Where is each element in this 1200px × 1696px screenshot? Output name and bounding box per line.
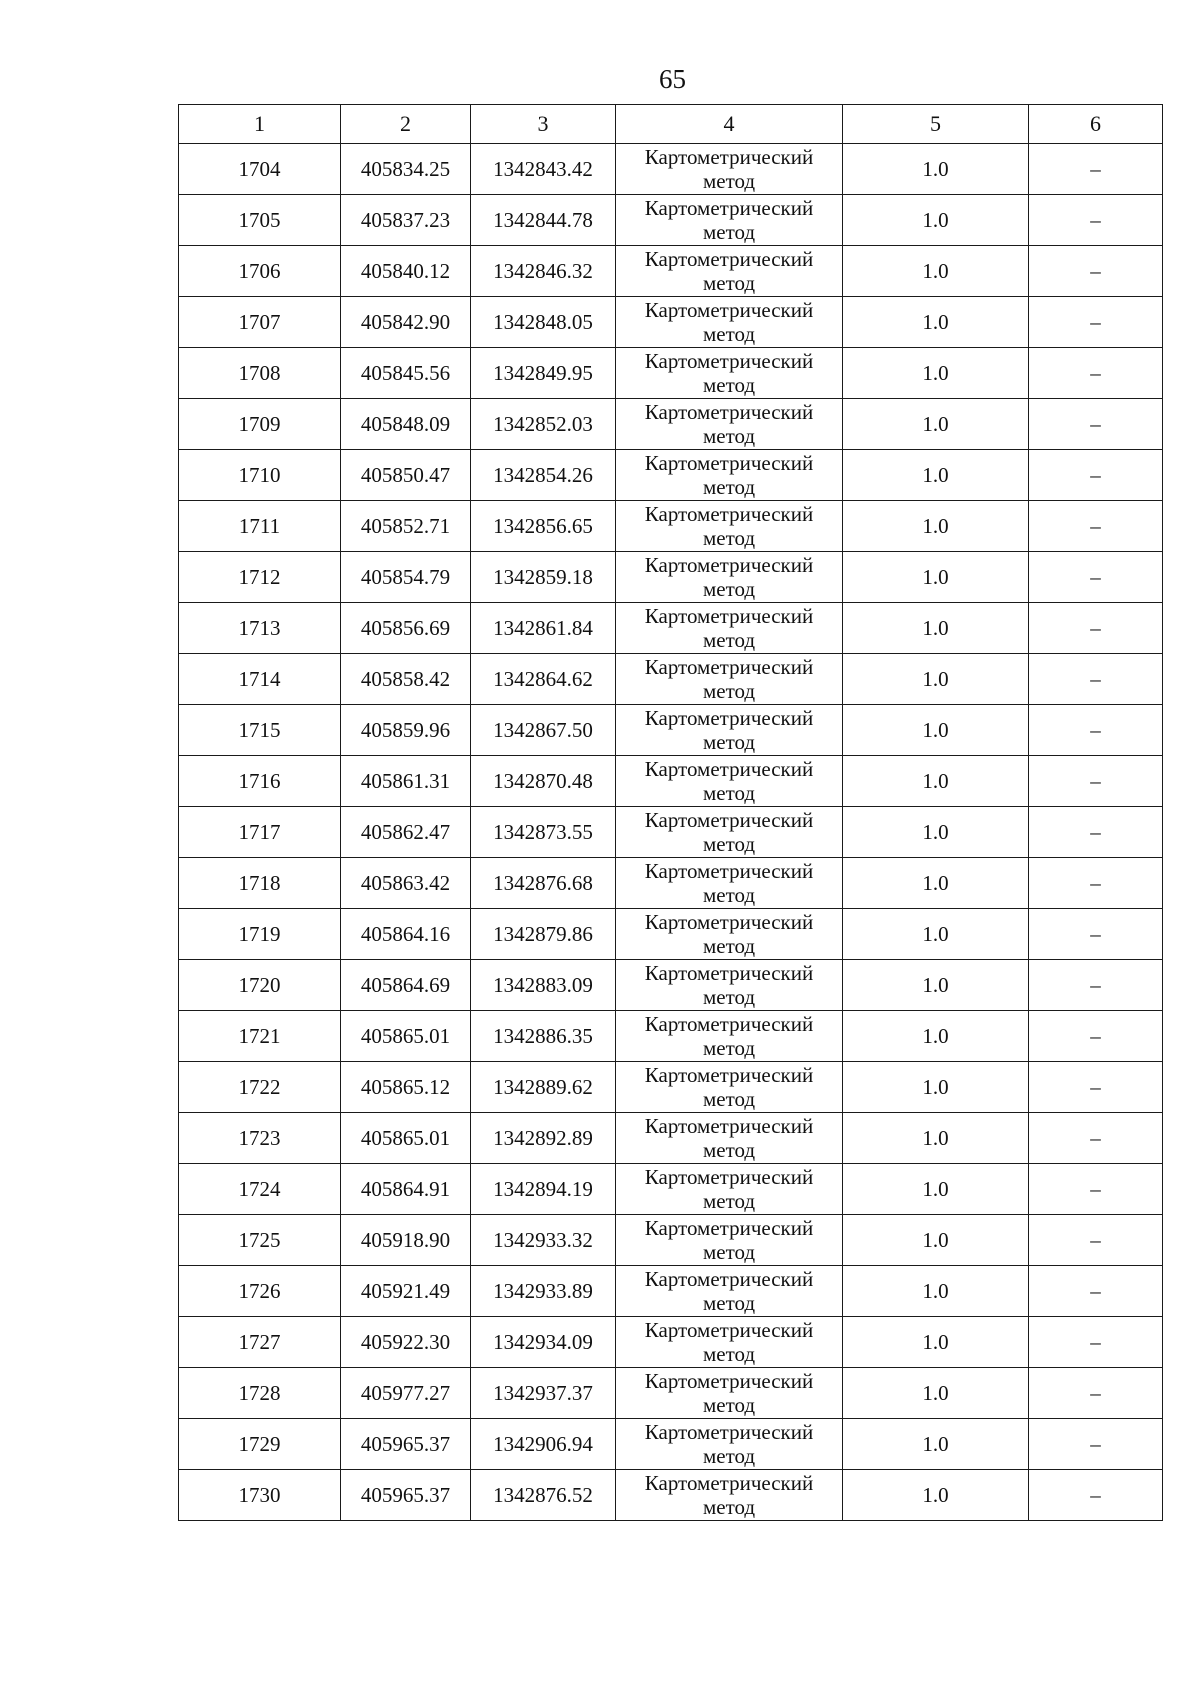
method-line-1: Картометрический [644, 757, 814, 781]
column-header-4: 4 [616, 105, 843, 144]
method-line-1: Картометрический [644, 1165, 814, 1189]
accuracy-cell: 1.0 [843, 1113, 1029, 1164]
coordinate-x-cell: 405922.30 [341, 1317, 471, 1368]
table-header-row [179, 105, 1163, 144]
coordinate-x-cell: 405862.47 [341, 807, 471, 858]
table-row [179, 144, 1163, 195]
accuracy-cell: 1.0 [843, 960, 1029, 1011]
coordinate-x-cell: 405977.27 [341, 1368, 471, 1419]
method-line-2: метод [702, 1444, 756, 1468]
note-cell: – [1029, 450, 1163, 501]
method-line-1: Картометрический [644, 1369, 814, 1393]
method-line-1: Картометрический [644, 961, 814, 985]
coordinate-y-cell: 1342864.62 [471, 654, 616, 705]
table-row [179, 705, 1163, 756]
coordinate-y-cell: 1342876.52 [471, 1470, 616, 1521]
method-line-1: Картометрический [644, 400, 814, 424]
method-line-2: метод [702, 271, 756, 295]
note-cell: – [1029, 552, 1163, 603]
accuracy-cell: 1.0 [843, 195, 1029, 246]
point-number-cell: 1726 [179, 1266, 341, 1317]
accuracy-cell: 1.0 [843, 1368, 1029, 1419]
method-cell [616, 1113, 843, 1164]
method-line-2: метод [702, 169, 756, 193]
coordinate-y-cell: 1342856.65 [471, 501, 616, 552]
table-row [179, 348, 1163, 399]
coordinate-y-cell: 1342886.35 [471, 1011, 616, 1062]
note-cell: – [1029, 399, 1163, 450]
coordinate-x-cell: 405845.56 [341, 348, 471, 399]
method-line-1: Картометрический [644, 451, 814, 475]
table-row [179, 1317, 1163, 1368]
method-cell [616, 246, 843, 297]
note-cell: – [1029, 348, 1163, 399]
point-number-cell: 1727 [179, 1317, 341, 1368]
method-line-2: метод [702, 1291, 756, 1315]
method-line-2: метод [702, 1138, 756, 1162]
note-cell: – [1029, 501, 1163, 552]
accuracy-cell: 1.0 [843, 144, 1029, 195]
point-number-cell: 1704 [179, 144, 341, 195]
table-row [179, 450, 1163, 501]
method-cell [616, 297, 843, 348]
accuracy-cell: 1.0 [843, 399, 1029, 450]
table-body [179, 144, 1163, 1521]
coordinate-x-cell: 405850.47 [341, 450, 471, 501]
coordinate-y-cell: 1342889.62 [471, 1062, 616, 1113]
table-row [179, 501, 1163, 552]
coordinate-x-cell: 405854.79 [341, 552, 471, 603]
method-line-2: метод [702, 220, 756, 244]
accuracy-cell: 1.0 [843, 348, 1029, 399]
table-row [179, 297, 1163, 348]
method-line-2: метод [702, 1393, 756, 1417]
method-line-2: метод [702, 1189, 756, 1213]
table-row [179, 1113, 1163, 1164]
accuracy-cell: 1.0 [843, 1011, 1029, 1062]
point-number-cell: 1728 [179, 1368, 341, 1419]
method-line-2: метод [702, 475, 756, 499]
method-cell [616, 858, 843, 909]
table-row [179, 1062, 1163, 1113]
point-number-cell: 1712 [179, 552, 341, 603]
method-line-2: метод [702, 1240, 756, 1264]
method-line-1: Картометрический [644, 1267, 814, 1291]
method-line-1: Картометрический [644, 604, 814, 628]
method-cell [616, 1266, 843, 1317]
note-cell: – [1029, 195, 1163, 246]
table-row [179, 399, 1163, 450]
method-cell [616, 1215, 843, 1266]
column-header-1: 1 [179, 105, 341, 144]
method-cell [616, 1164, 843, 1215]
table-row [179, 654, 1163, 705]
table-row [179, 1215, 1163, 1266]
method-cell [616, 348, 843, 399]
method-line-1: Картометрический [644, 349, 814, 373]
coordinate-y-cell: 1342854.26 [471, 450, 616, 501]
accuracy-cell: 1.0 [843, 807, 1029, 858]
coordinate-y-cell: 1342933.32 [471, 1215, 616, 1266]
coordinate-x-cell: 405842.90 [341, 297, 471, 348]
coordinate-x-cell: 405863.42 [341, 858, 471, 909]
note-cell: – [1029, 1062, 1163, 1113]
table-row [179, 960, 1163, 1011]
method-line-1: Картометрический [644, 1216, 814, 1240]
point-number-cell: 1717 [179, 807, 341, 858]
coordinate-y-cell: 1342883.09 [471, 960, 616, 1011]
point-number-cell: 1725 [179, 1215, 341, 1266]
method-line-2: метод [702, 985, 756, 1009]
point-number-cell: 1716 [179, 756, 341, 807]
note-cell: – [1029, 1368, 1163, 1419]
note-cell: – [1029, 603, 1163, 654]
method-cell [616, 909, 843, 960]
coordinate-y-cell: 1342906.94 [471, 1419, 616, 1470]
method-cell [616, 552, 843, 603]
coordinate-y-cell: 1342873.55 [471, 807, 616, 858]
method-line-1: Картометрический [644, 502, 814, 526]
method-line-1: Картометрический [644, 145, 814, 169]
accuracy-cell: 1.0 [843, 756, 1029, 807]
method-line-2: метод [702, 526, 756, 550]
method-cell [616, 1368, 843, 1419]
method-cell [616, 807, 843, 858]
column-header-6: 6 [1029, 105, 1163, 144]
note-cell: – [1029, 909, 1163, 960]
coordinate-x-cell: 405865.01 [341, 1011, 471, 1062]
accuracy-cell: 1.0 [843, 705, 1029, 756]
note-cell: – [1029, 1470, 1163, 1521]
method-line-1: Картометрический [644, 1114, 814, 1138]
point-number-cell: 1715 [179, 705, 341, 756]
method-line-2: метод [702, 832, 756, 856]
coordinates-table [178, 104, 1163, 1521]
point-number-cell: 1720 [179, 960, 341, 1011]
method-cell [616, 399, 843, 450]
column-header-5: 5 [843, 105, 1029, 144]
coordinate-x-cell: 405859.96 [341, 705, 471, 756]
method-line-2: метод [702, 373, 756, 397]
accuracy-cell: 1.0 [843, 909, 1029, 960]
method-cell [616, 144, 843, 195]
method-line-1: Картометрический [644, 1012, 814, 1036]
column-header-3: 3 [471, 105, 616, 144]
method-cell [616, 1062, 843, 1113]
point-number-cell: 1721 [179, 1011, 341, 1062]
note-cell: – [1029, 1011, 1163, 1062]
method-line-2: метод [702, 628, 756, 652]
method-cell [616, 501, 843, 552]
note-cell: – [1029, 1113, 1163, 1164]
table-row [179, 1164, 1163, 1215]
table-row [179, 246, 1163, 297]
coordinate-x-cell: 405861.31 [341, 756, 471, 807]
table-row [179, 807, 1163, 858]
note-cell: – [1029, 1419, 1163, 1470]
accuracy-cell: 1.0 [843, 450, 1029, 501]
note-cell: – [1029, 1215, 1163, 1266]
method-line-1: Картометрический [644, 1420, 814, 1444]
method-line-2: метод [702, 1342, 756, 1366]
point-number-cell: 1724 [179, 1164, 341, 1215]
method-line-2: метод [702, 322, 756, 346]
point-number-cell: 1730 [179, 1470, 341, 1521]
method-line-2: метод [702, 781, 756, 805]
coordinate-y-cell: 1342844.78 [471, 195, 616, 246]
table-row [179, 1419, 1163, 1470]
note-cell: – [1029, 246, 1163, 297]
method-line-1: Картометрический [644, 1471, 814, 1495]
coordinate-y-cell: 1342870.48 [471, 756, 616, 807]
accuracy-cell: 1.0 [843, 297, 1029, 348]
table-row [179, 756, 1163, 807]
coordinate-x-cell: 405837.23 [341, 195, 471, 246]
coordinate-y-cell: 1342861.84 [471, 603, 616, 654]
method-line-2: метод [702, 883, 756, 907]
accuracy-cell: 1.0 [843, 858, 1029, 909]
note-cell: – [1029, 1164, 1163, 1215]
table-row [179, 1368, 1163, 1419]
method-line-2: метод [702, 1036, 756, 1060]
coordinate-y-cell: 1342894.19 [471, 1164, 616, 1215]
accuracy-cell: 1.0 [843, 552, 1029, 603]
method-line-2: метод [702, 1087, 756, 1111]
accuracy-cell: 1.0 [843, 1215, 1029, 1266]
point-number-cell: 1710 [179, 450, 341, 501]
coordinate-y-cell: 1342852.03 [471, 399, 616, 450]
method-line-1: Картометрический [644, 655, 814, 679]
method-line-1: Картометрический [644, 553, 814, 577]
method-line-1: Картометрический [644, 859, 814, 883]
method-line-2: метод [702, 424, 756, 448]
accuracy-cell: 1.0 [843, 1266, 1029, 1317]
point-number-cell: 1729 [179, 1419, 341, 1470]
table-row [179, 909, 1163, 960]
point-number-cell: 1707 [179, 297, 341, 348]
method-line-2: метод [702, 679, 756, 703]
note-cell: – [1029, 960, 1163, 1011]
method-cell [616, 960, 843, 1011]
coordinate-x-cell: 405965.37 [341, 1470, 471, 1521]
method-cell [616, 756, 843, 807]
point-number-cell: 1714 [179, 654, 341, 705]
coordinate-x-cell: 405864.91 [341, 1164, 471, 1215]
point-number-cell: 1711 [179, 501, 341, 552]
method-line-1: Картометрический [644, 247, 814, 271]
method-line-1: Картометрический [644, 910, 814, 934]
note-cell: – [1029, 1266, 1163, 1317]
point-number-cell: 1709 [179, 399, 341, 450]
method-cell [616, 450, 843, 501]
table-row [179, 1011, 1163, 1062]
coordinate-y-cell: 1342867.50 [471, 705, 616, 756]
method-line-1: Картометрический [644, 1318, 814, 1342]
point-number-cell: 1708 [179, 348, 341, 399]
table-row [179, 1266, 1163, 1317]
note-cell: – [1029, 654, 1163, 705]
coordinate-x-cell: 405921.49 [341, 1266, 471, 1317]
method-cell [616, 654, 843, 705]
coordinate-y-cell: 1342937.37 [471, 1368, 616, 1419]
note-cell: – [1029, 1317, 1163, 1368]
coordinate-x-cell: 405864.16 [341, 909, 471, 960]
method-cell [616, 1419, 843, 1470]
method-line-1: Картометрический [644, 808, 814, 832]
coordinate-x-cell: 405864.69 [341, 960, 471, 1011]
note-cell: – [1029, 144, 1163, 195]
method-line-1: Картометрический [644, 1063, 814, 1087]
note-cell: – [1029, 297, 1163, 348]
accuracy-cell: 1.0 [843, 501, 1029, 552]
note-cell: – [1029, 705, 1163, 756]
coordinate-y-cell: 1342859.18 [471, 552, 616, 603]
method-cell [616, 1317, 843, 1368]
point-number-cell: 1718 [179, 858, 341, 909]
coordinate-y-cell: 1342933.89 [471, 1266, 616, 1317]
coordinate-x-cell: 405848.09 [341, 399, 471, 450]
method-line-2: метод [702, 1495, 756, 1519]
coordinate-x-cell: 405965.37 [341, 1419, 471, 1470]
coordinate-x-cell: 405852.71 [341, 501, 471, 552]
method-cell [616, 195, 843, 246]
point-number-cell: 1705 [179, 195, 341, 246]
point-number-cell: 1719 [179, 909, 341, 960]
coordinate-y-cell: 1342848.05 [471, 297, 616, 348]
coordinate-x-cell: 405840.12 [341, 246, 471, 297]
column-header-2: 2 [341, 105, 471, 144]
point-number-cell: 1706 [179, 246, 341, 297]
coordinate-x-cell: 405856.69 [341, 603, 471, 654]
table-row [179, 603, 1163, 654]
coordinate-x-cell: 405865.01 [341, 1113, 471, 1164]
coordinate-y-cell: 1342846.32 [471, 246, 616, 297]
note-cell: – [1029, 756, 1163, 807]
method-line-2: метод [702, 934, 756, 958]
coordinate-y-cell: 1342876.68 [471, 858, 616, 909]
method-cell [616, 603, 843, 654]
coordinate-x-cell: 405834.25 [341, 144, 471, 195]
coordinate-x-cell: 405858.42 [341, 654, 471, 705]
accuracy-cell: 1.0 [843, 246, 1029, 297]
accuracy-cell: 1.0 [843, 1317, 1029, 1368]
accuracy-cell: 1.0 [843, 654, 1029, 705]
table-row [179, 1470, 1163, 1521]
accuracy-cell: 1.0 [843, 1062, 1029, 1113]
method-cell [616, 1011, 843, 1062]
coordinate-y-cell: 1342843.42 [471, 144, 616, 195]
method-line-1: Картометрический [644, 196, 814, 220]
table-row [179, 858, 1163, 909]
method-cell [616, 705, 843, 756]
point-number-cell: 1713 [179, 603, 341, 654]
point-number-cell: 1723 [179, 1113, 341, 1164]
note-cell: – [1029, 807, 1163, 858]
table-row [179, 552, 1163, 603]
point-number-cell: 1722 [179, 1062, 341, 1113]
accuracy-cell: 1.0 [843, 1470, 1029, 1521]
method-line-2: метод [702, 577, 756, 601]
coordinate-y-cell: 1342879.86 [471, 909, 616, 960]
method-cell [616, 1470, 843, 1521]
method-line-1: Картометрический [644, 298, 814, 322]
coordinate-y-cell: 1342849.95 [471, 348, 616, 399]
method-line-1: Картометрический [644, 706, 814, 730]
table-row [179, 195, 1163, 246]
coordinate-x-cell: 405865.12 [341, 1062, 471, 1113]
accuracy-cell: 1.0 [843, 603, 1029, 654]
coordinate-y-cell: 1342892.89 [471, 1113, 616, 1164]
accuracy-cell: 1.0 [843, 1419, 1029, 1470]
coordinate-y-cell: 1342934.09 [471, 1317, 616, 1368]
page-number: 65 [659, 64, 686, 94]
note-cell: – [1029, 858, 1163, 909]
accuracy-cell: 1.0 [843, 1164, 1029, 1215]
coordinate-x-cell: 405918.90 [341, 1215, 471, 1266]
method-line-2: метод [702, 730, 756, 754]
